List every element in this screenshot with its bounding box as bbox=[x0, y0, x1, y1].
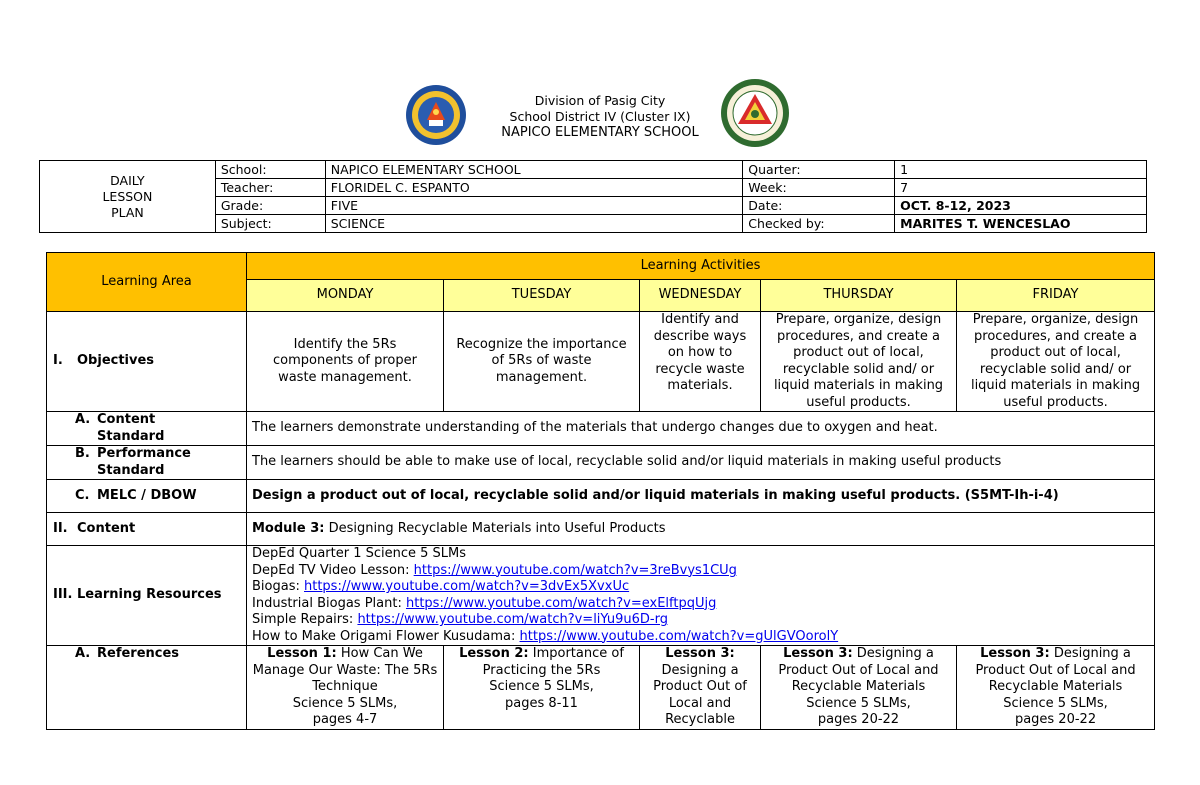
resource-link[interactable]: https://www.youtube.com/watch?v=3reBvys1CUg bbox=[413, 562, 737, 578]
learning-activities-header: Learning Activities bbox=[247, 253, 1155, 280]
learning-resources-label bbox=[47, 546, 247, 646]
week-label: Week: bbox=[743, 179, 895, 197]
learning-resources-title: Learning Resources bbox=[77, 587, 222, 603]
subject-value: SCIENCE bbox=[325, 215, 743, 233]
day-header-tuesday: TUESDAY bbox=[444, 280, 640, 312]
reference-pages: pages 8-11 bbox=[505, 695, 578, 711]
performance-standard-label bbox=[47, 446, 247, 480]
resource-text: Industrial Biogas Plant: bbox=[252, 595, 406, 611]
reference-slm: Science 5 SLMs, bbox=[806, 695, 911, 711]
content-title: Content bbox=[77, 520, 136, 536]
objectives-label bbox=[47, 312, 247, 412]
reference-pages: pages 4-7 bbox=[312, 712, 378, 727]
division-name: Division of Pasig City bbox=[534, 93, 666, 108]
reference-friday bbox=[957, 646, 1155, 730]
content-standard-title-2: Standard bbox=[97, 428, 165, 444]
resource-item bbox=[252, 596, 1149, 613]
resource-item bbox=[252, 629, 1149, 646]
resource-link[interactable]: https://www.youtube.com/watch?v=liYu9u6D-rg bbox=[357, 612, 668, 627]
resource-item bbox=[252, 612, 1149, 629]
resource-item bbox=[252, 563, 1149, 580]
reference-title: Designing a Product Out of Local and Recyclable Materials bbox=[975, 646, 1136, 694]
melc-text: Design a product out of local, recyclable solid and/or liquid materials in making useful products. (S5MT-Ih-i-4) bbox=[247, 480, 1155, 513]
objective-friday: Prepare, organize, design procedures, and create a product out of local, recyclable solid and/ or liquid materials in making useful products. bbox=[957, 312, 1155, 412]
objective-tuesday: Recognize the importance of 5Rs of waste management. bbox=[444, 312, 640, 412]
reference-slm: Science 5 SLMs, bbox=[1003, 695, 1108, 711]
resource-text: Biogas: bbox=[252, 579, 304, 594]
subject-label: Subject: bbox=[215, 215, 325, 233]
content-standard-number: A. bbox=[75, 412, 91, 427]
resource-link[interactable]: https://www.youtube.com/watch?v=3dvEx5XvxUc bbox=[304, 579, 630, 594]
content-text bbox=[247, 513, 1155, 546]
performance-standard-text: The learners should be able to make use of local, recyclable solid and/or liquid materials in making useful products bbox=[247, 446, 1155, 480]
quarter-label: Quarter: bbox=[743, 161, 895, 179]
checked-by-label: Checked by: bbox=[743, 215, 895, 233]
learning-resources-list bbox=[247, 546, 1155, 646]
reference-lesson: Lesson 3: bbox=[783, 646, 853, 661]
dlp-title-line3: PLAN bbox=[111, 204, 144, 220]
learning-area-header: Learning Area bbox=[47, 253, 247, 312]
performance-standard-number: B. bbox=[75, 446, 90, 461]
day-header-friday: FRIDAY bbox=[957, 280, 1155, 312]
reference-title: Designing a Product Out of Local and Recyclable bbox=[653, 662, 747, 727]
content-label bbox=[47, 513, 247, 546]
resource-item bbox=[252, 579, 1149, 596]
division-seal-icon bbox=[405, 84, 467, 146]
reference-tuesday bbox=[444, 646, 640, 730]
grade-value: FIVE bbox=[325, 197, 743, 215]
reference-lesson: Lesson 3: bbox=[665, 646, 735, 661]
reference-thursday bbox=[761, 646, 957, 730]
document-header bbox=[0, 78, 1200, 148]
objectives-title: Objectives bbox=[77, 353, 155, 369]
objective-monday: Identify the 5Rs components of proper waste management. bbox=[247, 312, 444, 412]
date-value: OCT. 8-12, 2023 bbox=[895, 197, 1147, 215]
content-standard-title-1: Content bbox=[97, 412, 156, 427]
reference-lesson: Lesson 3: bbox=[980, 646, 1050, 661]
school-label: School: bbox=[215, 161, 325, 179]
teacher-value: FLORIDEL C. ESPANTO bbox=[325, 179, 743, 197]
dlp-title bbox=[40, 161, 216, 233]
references-title: References bbox=[97, 646, 180, 661]
day-header-wednesday: WEDNESDAY bbox=[640, 280, 761, 312]
content-module-title: Designing Recyclable Materials into Useful Products bbox=[328, 520, 666, 536]
resource-text: Simple Repairs: bbox=[252, 612, 358, 627]
school-name: NAPICO ELEMENTARY SCHOOL bbox=[501, 125, 699, 140]
content-module: Module 3: bbox=[252, 520, 325, 536]
lesson-info-table bbox=[39, 160, 1147, 233]
reference-lesson: Lesson 2: bbox=[459, 646, 529, 661]
lesson-plan-table bbox=[46, 252, 1155, 730]
district-name: School District IV (Cluster IX) bbox=[509, 109, 691, 124]
school-seal-icon bbox=[720, 78, 790, 148]
resource-link[interactable]: https://www.youtube.com/watch?v=exElftpqUjg bbox=[405, 595, 717, 611]
reference-title: Designing a Product Out of Local and Recyclable Materials bbox=[778, 646, 939, 694]
resource-item bbox=[252, 546, 1149, 563]
teacher-label: Teacher: bbox=[215, 179, 325, 197]
resource-link[interactable]: https://www.youtube.com/watch?v=gUlGVOorolY bbox=[519, 628, 839, 644]
performance-standard-title-2: Standard bbox=[97, 462, 165, 478]
content-standard-label bbox=[47, 412, 247, 446]
checked-by-value: MARITES T. WENCESLAO bbox=[895, 215, 1147, 233]
content-standard-text: The learners demonstrate understanding of the materials that undergo changes due to oxygen and heat. bbox=[247, 412, 1155, 446]
week-value: 7 bbox=[895, 179, 1147, 197]
resource-text: DepEd Quarter 1 Science 5 SLMs bbox=[252, 546, 467, 561]
melc-label bbox=[47, 480, 247, 513]
references-label bbox=[47, 646, 247, 730]
resource-text: How to Make Origami Flower Kusudama: bbox=[252, 628, 520, 644]
dlp-title-line1: DAILY bbox=[110, 172, 145, 188]
day-header-monday: MONDAY bbox=[247, 280, 444, 312]
dlp-title-line2: LESSON bbox=[102, 188, 153, 204]
reference-slm: Science 5 SLMs, bbox=[292, 695, 398, 711]
melc-number: C. bbox=[75, 487, 90, 503]
reference-title: Importance of Practicing the 5Rs bbox=[482, 646, 624, 678]
reference-pages: pages 20-22 bbox=[1014, 712, 1097, 727]
objective-thursday: Prepare, organize, design procedures, and create a product out of local, recyclable solid and/ or liquid materials in making useful products. bbox=[761, 312, 957, 412]
school-value: NAPICO ELEMENTARY SCHOOL bbox=[325, 161, 743, 179]
objectives-number: I. bbox=[53, 353, 63, 369]
reference-title: How Can We Manage Our Waste: The 5Rs Technique bbox=[252, 646, 438, 694]
resource-text: DepEd TV Video Lesson: bbox=[252, 562, 414, 578]
melc-title: MELC / DBOW bbox=[97, 487, 197, 503]
learning-resources-number: III. bbox=[53, 587, 73, 603]
reference-wednesday bbox=[640, 646, 761, 730]
quarter-value: 1 bbox=[895, 161, 1147, 179]
header-text bbox=[470, 93, 730, 141]
grade-label: Grade: bbox=[215, 197, 325, 215]
performance-standard-title-1: Performance bbox=[97, 446, 191, 461]
reference-monday bbox=[247, 646, 444, 730]
reference-pages: pages 20-22 bbox=[817, 712, 900, 727]
reference-slm: Science 5 SLMs, bbox=[489, 679, 594, 694]
content-number: II. bbox=[53, 520, 68, 536]
reference-lesson: Lesson 1: bbox=[267, 646, 337, 661]
objective-wednesday: Identify and describe ways on how to recycle waste materials. bbox=[640, 312, 761, 412]
references-number: A. bbox=[75, 646, 91, 661]
date-label: Date: bbox=[743, 197, 895, 215]
day-header-thursday: THURSDAY bbox=[761, 280, 957, 312]
